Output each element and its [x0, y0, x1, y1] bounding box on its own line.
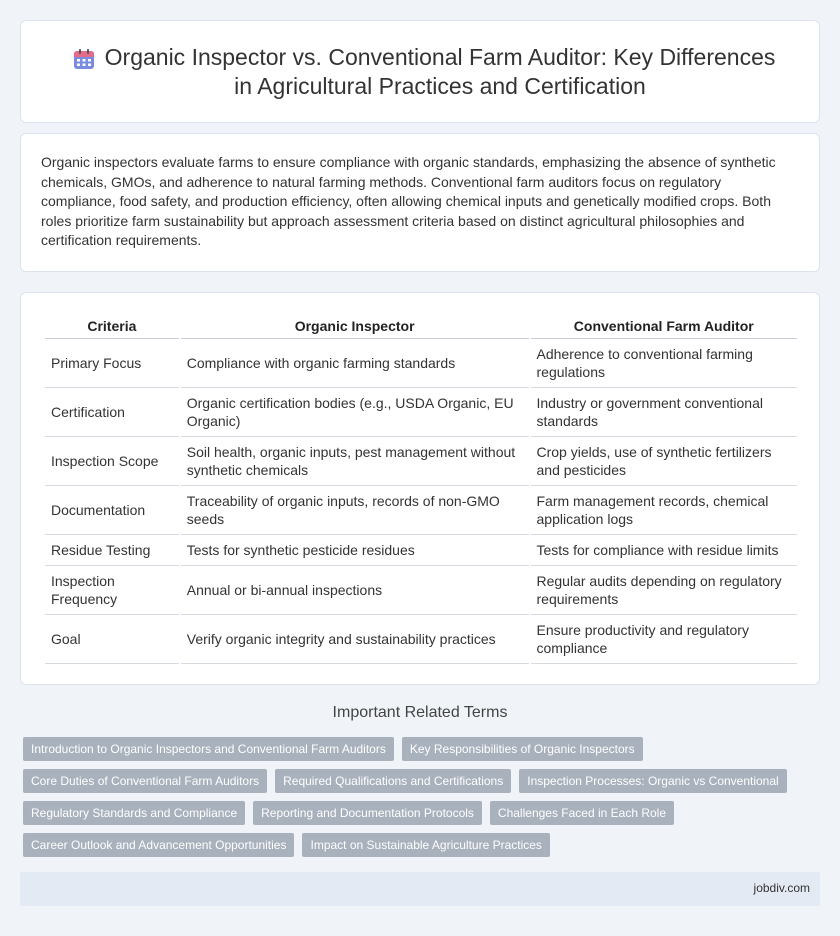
conventional-cell: Industry or government conventional standards: [531, 388, 798, 437]
related-term-tag[interactable]: Reporting and Documentation Protocols: [253, 801, 482, 825]
column-header-conventional-auditor: Conventional Farm Auditor: [531, 313, 798, 339]
conventional-cell: Tests for compliance with residue limits: [531, 535, 798, 566]
criteria-cell: Goal: [45, 615, 179, 664]
organic-cell: Organic certification bodies (e.g., USDA Organic, EU Organic): [181, 388, 529, 437]
conventional-cell: Crop yields, use of synthetic fertilizers and pesticides: [531, 437, 798, 486]
related-terms-title: Important Related Terms: [332, 704, 508, 721]
organic-cell: Soil health, organic inputs, pest management without synthetic chemicals: [181, 437, 529, 486]
table-row: [45, 339, 797, 388]
related-term-tag[interactable]: Inspection Processes: Organic vs Conventional: [519, 769, 786, 793]
related-term-tag[interactable]: Regulatory Standards and Compliance: [23, 801, 245, 825]
table-row: [45, 437, 797, 486]
organic-cell: Compliance with organic farming standards: [181, 339, 529, 388]
header-card: [20, 20, 820, 123]
footer: [20, 872, 820, 906]
comparison-table-card: [20, 292, 820, 685]
footer-site-link[interactable]: jobdiv.com: [753, 881, 810, 895]
criteria-cell: Inspection Frequency: [45, 566, 179, 615]
related-term-tag[interactable]: Key Responsibilities of Organic Inspectors: [402, 737, 643, 761]
related-term-tag[interactable]: Required Qualifications and Certifications: [275, 769, 511, 793]
intro-paragraph: Organic inspectors evaluate farms to ensure compliance with organic standards, emphasizing the absence of synthetic chemicals, GMOs, and adherence to natural farming methods. Conventional farm auditors focus on regulatory compliance, food safety, and production efficiency, often allowing chemical inputs and genetically modified crops. Both roles prioritize farm sustainability but approach assessment criteria based on distinct agricultural philosophies and certification requirements.: [41, 154, 776, 249]
criteria-cell: Residue Testing: [45, 535, 179, 566]
related-term-tag[interactable]: Impact on Sustainable Agriculture Practices: [302, 833, 549, 857]
table-row: [45, 566, 797, 615]
conventional-cell: Regular audits depending on regulatory requirements: [531, 566, 798, 615]
criteria-cell: Documentation: [45, 486, 179, 535]
criteria-cell: Primary Focus: [45, 339, 179, 388]
page-title: Organic Inspector vs. Conventional Farm Auditor: Key Differences in Agricultural Practices and Certification: [104, 44, 776, 99]
table-row: [45, 535, 797, 566]
conventional-cell: Adherence to conventional farming regulations: [531, 339, 798, 388]
comparison-table: [43, 313, 799, 664]
conventional-cell: Ensure productivity and regulatory compliance: [531, 615, 798, 664]
column-header-organic-inspector: Organic Inspector: [181, 313, 529, 339]
table-row: [45, 388, 797, 437]
related-term-tag[interactable]: Career Outlook and Advancement Opportunities: [23, 833, 294, 857]
organic-cell: Traceability of organic inputs, records of non-GMO seeds: [181, 486, 529, 535]
intro-card: [20, 133, 820, 272]
related-term-tag[interactable]: Challenges Faced in Each Role: [490, 801, 674, 825]
criteria-cell: Certification: [45, 388, 179, 437]
related-term-tag[interactable]: Core Duties of Conventional Farm Auditors: [23, 769, 267, 793]
column-header-criteria: Criteria: [45, 313, 179, 339]
organic-cell: Annual or bi-annual inspections: [181, 566, 529, 615]
related-terms-list: [23, 737, 813, 857]
organic-cell: Verify organic integrity and sustainability practices: [181, 615, 529, 664]
related-term-tag[interactable]: Introduction to Organic Inspectors and Conventional Farm Auditors: [23, 737, 394, 761]
criteria-cell: Inspection Scope: [45, 437, 179, 486]
organic-cell: Tests for synthetic pesticide residues: [181, 535, 529, 566]
table-row: [45, 486, 797, 535]
table-header-row: [45, 313, 797, 339]
conventional-cell: Farm management records, chemical application logs: [531, 486, 798, 535]
table-row: [45, 615, 797, 664]
